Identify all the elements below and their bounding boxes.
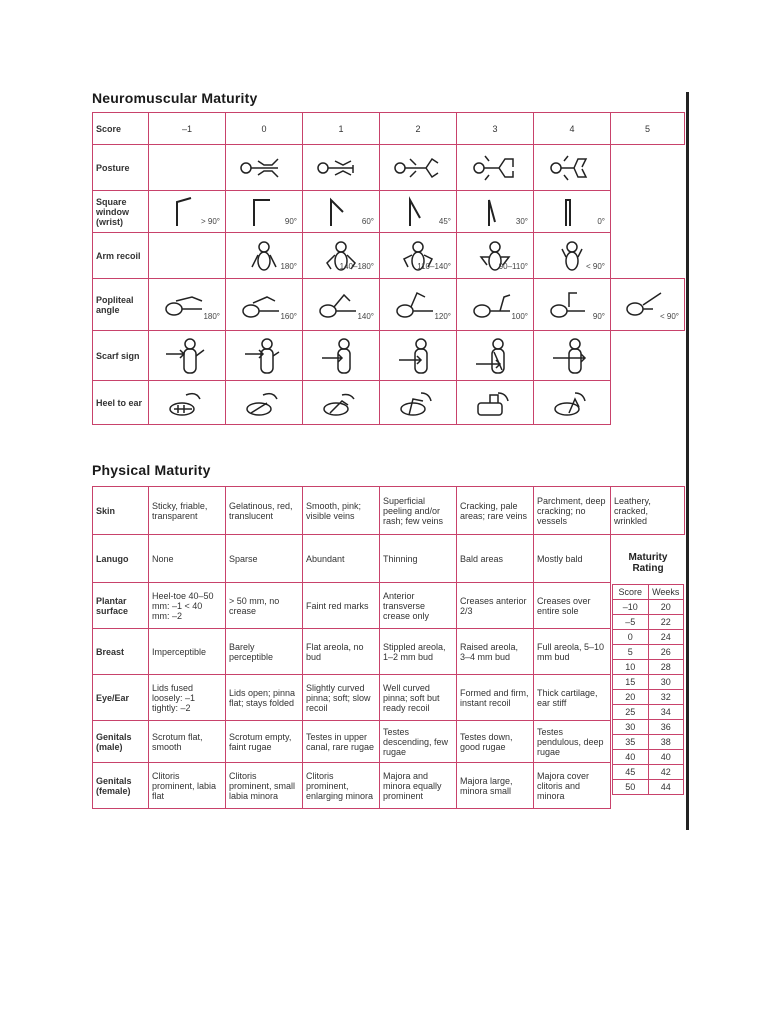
rating-score: 15 — [613, 675, 649, 690]
posture-row — [93, 145, 685, 191]
genitals-female-cell: Clitoris prominent, enlarging minora — [303, 763, 380, 809]
heel-to-ear-icon — [239, 387, 289, 419]
heel-to-ear-icon — [393, 387, 443, 419]
rating-row — [613, 780, 684, 795]
heel-to-ear-empty-cell — [611, 381, 685, 425]
rating-score: 30 — [613, 720, 649, 735]
skin-cell: Superficial peeling and/or rash; few veins — [380, 487, 457, 535]
score-header-cell: 2 — [380, 113, 457, 145]
scarf-sign-icon — [547, 336, 597, 376]
arm-recoil-empty-cell — [611, 233, 685, 279]
popliteal-angle-cell — [380, 279, 457, 331]
rating-score: 0 — [613, 630, 649, 645]
score-header-cell: 0 — [226, 113, 303, 145]
arm-recoil-cell — [149, 233, 226, 279]
lanugo-cell: Abundant — [303, 535, 380, 583]
physical-maturity-table — [92, 486, 685, 809]
neuromuscular-table — [92, 112, 685, 425]
degree-label: > 90° — [201, 216, 220, 226]
rating-row — [613, 765, 684, 780]
heel-to-ear-icon — [547, 387, 597, 419]
rating-weeks: 30 — [648, 675, 684, 690]
rating-weeks: 24 — [648, 630, 684, 645]
scarf-sign-cell — [380, 331, 457, 381]
breast-cell: Imperceptible — [149, 629, 226, 675]
rating-weeks: 32 — [648, 690, 684, 705]
arm-recoil-row — [93, 233, 685, 279]
breast-cell: Stippled areola, 1–2 mm bud — [380, 629, 457, 675]
scarf-sign-icon — [316, 336, 366, 376]
square-window-cell — [534, 191, 611, 233]
popliteal-angle-row — [93, 279, 685, 331]
heel-to-ear-icon — [316, 387, 366, 419]
plantar-surface-cell: Heel-toe 40–50 mm: –1 < 40 mm: –2 — [149, 583, 226, 629]
lanugo-cell: Sparse — [226, 535, 303, 583]
posture-figure-icon — [311, 153, 371, 183]
heel-to-ear-label: Heel to ear — [93, 381, 149, 425]
rating-header-row — [613, 585, 684, 600]
plantar-surface-cell: Creases over entire sole — [534, 583, 611, 629]
heel-to-ear-cell — [149, 381, 226, 425]
breast-cell: Full areola, 5–10 mm bud — [534, 629, 611, 675]
score-header-cell: 1 — [303, 113, 380, 145]
popliteal-angle-label: Popliteal angle — [93, 279, 149, 331]
degree-label: < 90° — [586, 261, 605, 271]
heel-to-ear-cell — [226, 381, 303, 425]
degree-label: 100° — [511, 311, 528, 321]
popliteal-angle-icon — [547, 287, 597, 323]
eye-ear-label: Eye/Ear — [93, 675, 149, 721]
posture-figure-icon — [388, 153, 448, 183]
rating-header-score: Score — [613, 585, 649, 600]
maturity-rating-title: Maturity Rating — [628, 552, 668, 574]
posture-cell — [149, 145, 226, 191]
wrist-angle-icon — [321, 196, 361, 228]
popliteal-angle-cell — [457, 279, 534, 331]
rating-score: 45 — [613, 765, 649, 780]
skin-cell: Cracking, pale areas; rare veins — [457, 487, 534, 535]
eye-ear-row — [93, 675, 685, 721]
scarf-sign-cell — [149, 331, 226, 381]
score-header-cell: 5 — [611, 113, 685, 145]
rating-row — [613, 600, 684, 615]
degree-label: < 90° — [660, 311, 679, 321]
genitals-male-cell: Testes in upper canal, rare rugae — [303, 721, 380, 763]
posture-figure-icon — [234, 153, 294, 183]
degree-label: 0° — [597, 216, 605, 226]
eye-ear-cell: Thick cartilage, ear stiff — [534, 675, 611, 721]
breast-label: Breast — [93, 629, 149, 675]
genitals-male-row — [93, 721, 685, 763]
scarf-sign-empty-cell — [611, 331, 685, 381]
genitals-female-cell: Majora and minora equally prominent — [380, 763, 457, 809]
degree-label: 110–140° — [417, 261, 451, 271]
posture-label: Posture — [93, 145, 149, 191]
page-edge-rule — [686, 92, 689, 830]
plantar-surface-cell: Anterior transverse crease only — [380, 583, 457, 629]
eye-ear-cell: Lids open; pinna flat; stays folded — [226, 675, 303, 721]
rating-row — [613, 630, 684, 645]
degree-label: 30° — [515, 216, 528, 226]
wrist-angle-icon — [398, 196, 438, 228]
scarf-sign-icon — [393, 336, 443, 376]
wrist-angle-icon — [552, 196, 592, 228]
skin-cell: Sticky, friable, transparent — [149, 487, 226, 535]
posture-cell — [534, 145, 611, 191]
popliteal-angle-cell — [303, 279, 380, 331]
scarf-sign-label: Scarf sign — [93, 331, 149, 381]
rating-weeks: 26 — [648, 645, 684, 660]
degree-label: 120° — [434, 311, 451, 321]
rating-weeks: 22 — [648, 615, 684, 630]
genitals-male-cell: Scrotum empty, faint rugae — [226, 721, 303, 763]
scarf-sign-cell — [226, 331, 303, 381]
eye-ear-cell: Formed and firm, instant recoil — [457, 675, 534, 721]
lanugo-cell: Thinning — [380, 535, 457, 583]
wrist-angle-icon — [244, 196, 284, 228]
popliteal-angle-cell — [611, 279, 685, 331]
rating-weeks: 34 — [648, 705, 684, 720]
rating-weeks: 42 — [648, 765, 684, 780]
rating-score: 25 — [613, 705, 649, 720]
heel-to-ear-icon — [470, 387, 520, 419]
breast-cell: Flat areola, no bud — [303, 629, 380, 675]
plantar-surface-cell: Faint red marks — [303, 583, 380, 629]
genitals-male-cell: Testes descending, few rugae — [380, 721, 457, 763]
arm-recoil-icon — [244, 239, 284, 273]
rating-score: 35 — [613, 735, 649, 750]
score-header-cell: 4 — [534, 113, 611, 145]
rating-score: –5 — [613, 615, 649, 630]
degree-label: 45° — [438, 216, 451, 226]
skin-cell: Parchment, deep cracking; no vessels — [534, 487, 611, 535]
degree-label: 140° — [357, 311, 374, 321]
rating-row — [613, 750, 684, 765]
posture-cell — [457, 145, 534, 191]
popliteal-angle-cell — [226, 279, 303, 331]
degree-label: 90–110° — [498, 261, 528, 271]
skin-row — [93, 487, 685, 535]
posture-empty-cell — [611, 145, 685, 191]
rating-row — [613, 690, 684, 705]
genitals-female-row — [93, 763, 685, 809]
genitals-male-cell: Scrotum flat, smooth — [149, 721, 226, 763]
arm-recoil-label: Arm recoil — [93, 233, 149, 279]
skin-label: Skin — [93, 487, 149, 535]
skin-cell: Smooth, pink; visible veins — [303, 487, 380, 535]
skin-cell: Leathery, cracked, wrinkled — [611, 487, 685, 535]
breast-cell: Barely perceptible — [226, 629, 303, 675]
rating-weeks: 44 — [648, 780, 684, 795]
genitals-female-cell: Majora large, minora small — [457, 763, 534, 809]
heel-to-ear-cell — [534, 381, 611, 425]
scarf-sign-icon — [162, 336, 212, 376]
posture-figure-icon — [542, 153, 602, 183]
genitals-female-cell: Majora cover clitoris and minora — [534, 763, 611, 809]
rating-row — [613, 675, 684, 690]
rating-row — [613, 735, 684, 750]
eye-ear-cell: Well curved pinna; soft but ready recoil — [380, 675, 457, 721]
breast-row — [93, 629, 685, 675]
heel-to-ear-cell — [303, 381, 380, 425]
degree-label: 160° — [280, 311, 297, 321]
degree-label: 90° — [284, 216, 297, 226]
scarf-sign-cell — [303, 331, 380, 381]
popliteal-angle-cell — [534, 279, 611, 331]
arm-recoil-cell — [534, 233, 611, 279]
rating-score: 50 — [613, 780, 649, 795]
plantar-surface-row — [93, 583, 685, 629]
physical-maturity-title: Physical Maturity — [92, 462, 211, 478]
square-window-cell — [303, 191, 380, 233]
genitals-female-cell: Clitoris prominent, small labia minora — [226, 763, 303, 809]
square-window-cell — [226, 191, 303, 233]
plantar-surface-label: Plantar surface — [93, 583, 149, 629]
plantar-surface-cell: Creases anterior 2/3 — [457, 583, 534, 629]
skin-cell: Gelatinous, red, translucent — [226, 487, 303, 535]
lanugo-cell: Bald areas — [457, 535, 534, 583]
scarf-sign-icon — [470, 336, 520, 376]
arm-recoil-cell — [226, 233, 303, 279]
lanugo-cell: None — [149, 535, 226, 583]
square-window-cell — [380, 191, 457, 233]
square-window-cell — [149, 191, 226, 233]
heel-to-ear-row — [93, 381, 685, 425]
genitals-male-label: Genitals (male) — [93, 721, 149, 763]
arm-recoil-cell — [457, 233, 534, 279]
rating-score: 20 — [613, 690, 649, 705]
eye-ear-cell: Lids fused loosely: –1 tightly: –2 — [149, 675, 226, 721]
rating-score: 40 — [613, 750, 649, 765]
rating-row — [613, 660, 684, 675]
score-header-cell: 3 — [457, 113, 534, 145]
genitals-male-cell: Testes pendulous, deep rugae — [534, 721, 611, 763]
scarf-sign-cell — [534, 331, 611, 381]
degree-label: 180° — [203, 311, 220, 321]
degree-label: 180° — [280, 261, 297, 271]
scarf-sign-row — [93, 331, 685, 381]
square-window-label: Square window (wrist) — [93, 191, 149, 233]
rating-score: –10 — [613, 600, 649, 615]
posture-cell — [303, 145, 380, 191]
rating-row — [613, 720, 684, 735]
rating-weeks: 20 — [648, 600, 684, 615]
score-header-cell: –1 — [149, 113, 226, 145]
rating-weeks: 28 — [648, 660, 684, 675]
posture-figure-icon — [465, 153, 525, 183]
plantar-surface-cell: > 50 mm, no crease — [226, 583, 303, 629]
rating-header-weeks: Weeks — [648, 585, 684, 600]
popliteal-angle-cell — [149, 279, 226, 331]
neuromuscular-title: Neuromuscular Maturity — [92, 90, 258, 106]
score-header-label: Score — [93, 113, 149, 145]
rating-row — [613, 645, 684, 660]
maturity-rating-table — [612, 584, 684, 795]
genitals-female-cell: Clitoris prominent, labia flat — [149, 763, 226, 809]
arm-recoil-cell — [380, 233, 457, 279]
square-window-row — [93, 191, 685, 233]
eye-ear-cell: Slightly curved pinna; soft; slow recoil — [303, 675, 380, 721]
wrist-angle-icon — [475, 196, 515, 228]
rating-score: 10 — [613, 660, 649, 675]
lanugo-row — [93, 535, 685, 583]
heel-to-ear-icon — [162, 387, 212, 419]
scarf-sign-cell — [457, 331, 534, 381]
rating-row — [613, 705, 684, 720]
square-window-cell — [457, 191, 534, 233]
rating-weeks: 40 — [648, 750, 684, 765]
rating-weeks: 38 — [648, 735, 684, 750]
posture-cell — [380, 145, 457, 191]
score-header-row — [93, 113, 685, 145]
breast-cell: Raised areola, 3–4 mm bud — [457, 629, 534, 675]
rating-row — [613, 615, 684, 630]
lanugo-cell: Mostly bald — [534, 535, 611, 583]
genitals-male-cell: Testes down, good rugae — [457, 721, 534, 763]
heel-to-ear-cell — [457, 381, 534, 425]
genitals-female-label: Genitals (female) — [93, 763, 149, 809]
degree-label: 90° — [592, 311, 605, 321]
lanugo-label: Lanugo — [93, 535, 149, 583]
rating-score: 5 — [613, 645, 649, 660]
posture-cell — [226, 145, 303, 191]
arm-recoil-cell — [303, 233, 380, 279]
degree-label: 60° — [361, 216, 374, 226]
rating-weeks: 36 — [648, 720, 684, 735]
degree-label: 140–180° — [339, 261, 374, 271]
heel-to-ear-cell — [380, 381, 457, 425]
square-window-empty-cell — [611, 191, 685, 233]
scarf-sign-icon — [239, 336, 289, 376]
